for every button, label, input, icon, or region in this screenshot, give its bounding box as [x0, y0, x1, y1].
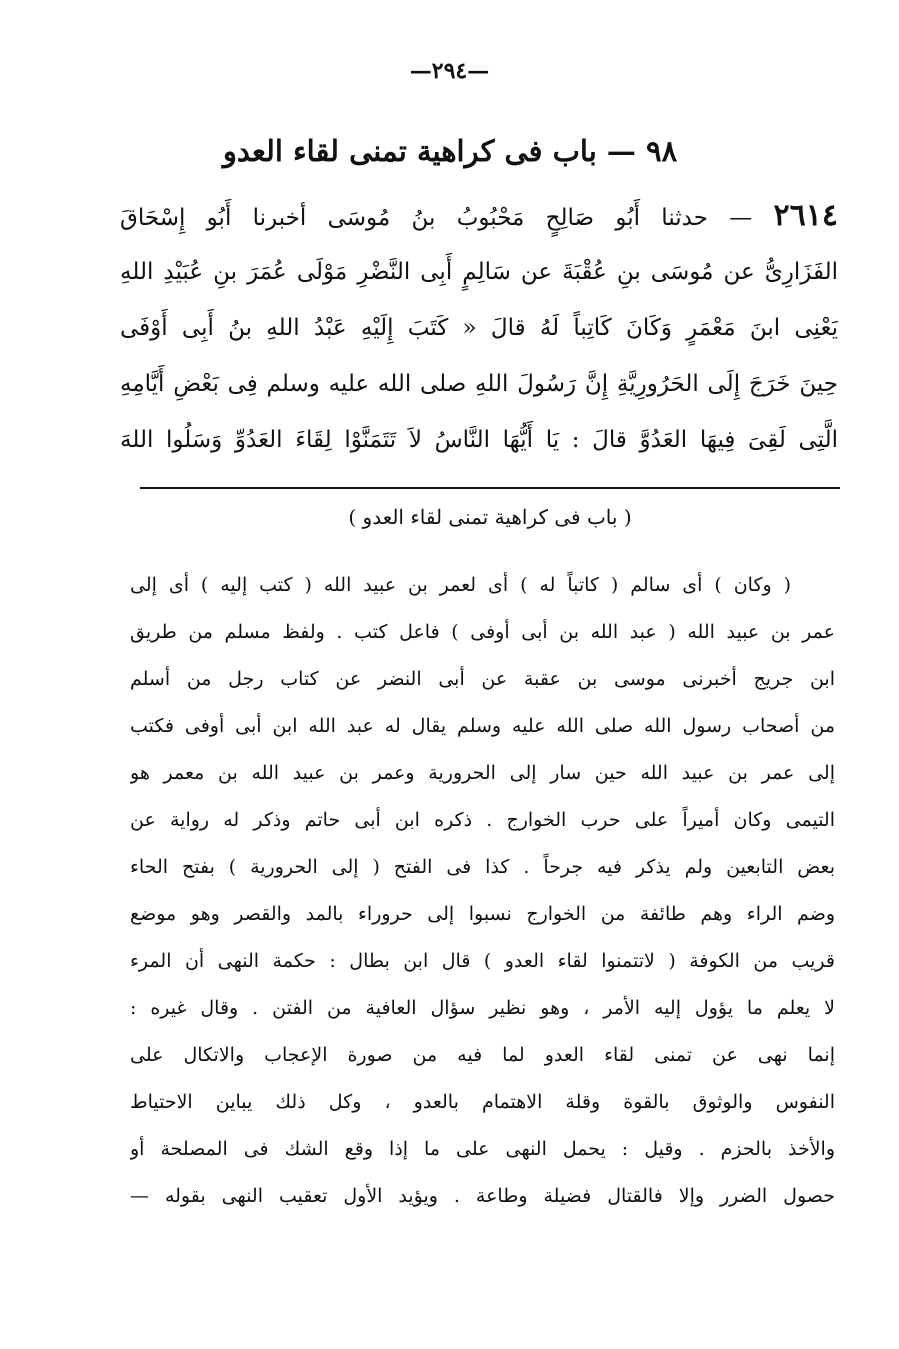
hadith-line	[120, 188, 838, 244]
commentary-line: إلى عمر بن عبيد الله حين سار إلى الحرورية وعمر بن عبيد الله بن معمر هو	[130, 762, 835, 784]
commentary-text	[130, 562, 835, 1220]
commentary-line: لا يعلم ما يؤول إليه الأمر ، وهو نظير سؤال العافية من الفتن . وقال غيره :	[130, 997, 835, 1019]
commentary-line: النفوس والوثوق بالقوة وقلة الاهتمام بالعدو ، وكل ذلك يباين الاحتياط	[130, 1091, 835, 1113]
commentary-line: والأخذ بالحزم . وقيل : يحمل النهى على ما إذا وقع الشك فى المصلحة أو	[130, 1138, 835, 1160]
commentary-line: عمر بن عبيد الله ( عبد الله بن أبى أوفى ) فاعل كتب . ولفظ مسلم من طريق	[130, 621, 835, 643]
hadith-line: حِينَ خَرَجَ إِلَى الحَرُورِيَّةِ إِنَّ رَسُولَ اللهِ صلى الله عليه وسلم فِى بَعْضِ أَيَّامِهِ	[120, 371, 838, 397]
commentary-line: بعض التابعين ولم يذكر فيه جرحاً . كذا فى الفتح ( إلى الحرورية ) بفتح الحاء	[130, 856, 835, 878]
commentary-line: قريب من الكوفة ( لاتتمنوا لقاء العدو ) قال ابن بطال : حكمة النهى أن المرء	[130, 950, 835, 972]
commentary-line: إنما نهى عن تمنى لقاء العدو لما فيه من صورة الإعجاب والاتكال على	[130, 1044, 835, 1066]
hadith-number: ٢٦١٤	[773, 198, 838, 233]
divider-line	[140, 487, 840, 489]
page-number: —٢٩٤—	[409, 58, 490, 84]
commentary-line: ( وكان ) أى سالم ( كاتباً له ) أى لعمر بن عبيد الله ( كتب إليه ) أى إلى	[130, 574, 791, 596]
hadith-line: الَّتِى لَقِىَ فِيهَا العَدُوَّ قالَ : يَا أَيُّهَا النَّاسُ لاَ تَتَمَنَّوْا لِقَاءَ العَدُوِّ وَسَلُوا اللهَ	[120, 427, 838, 453]
commentary-line: من أصحاب رسول الله صلى الله عليه وسلم يقال له عبد الله ابن أبى أوفى فكتب	[130, 715, 835, 737]
hadith-line: يَعْنِى ابنَ مَعْمَرٍ وَكَانَ كَاتِباً لَهُ قالَ « كَتَبَ إِلَيْهِ عَبْدُ اللهِ بنُ أَبِى أَوْفَى	[120, 315, 838, 341]
hadith-line: الفَزَارِىُّ عن مُوسَى بنِ عُقْبَةَ عن سَالِمٍ أَبِى النَّضْرِ مَوْلَى عُمَرَ بنِ عُبَيْدِ اللهِ	[120, 259, 838, 285]
commentary-line: حصول الضرر وإلا فالقتال فضيلة وطاعة . ويؤيد الأول تعقيب النهى بقوله —	[130, 1185, 835, 1207]
hadith-line-text: — حدثنا أَبُو صَالِحٍ مَحْبُوبُ بنُ مُوسَى أخبرنا أَبُو إِسْحَاقَ	[120, 205, 753, 231]
commentary-line: التيمى وكان أميراً على حرب الخوارج . ذكره ابن أبى حاتم وذكر له رواية عن	[130, 809, 835, 831]
commentary-line: ابن جريج أخبرنى موسى بن عقبة عن أبى النضر عن كتاب رجل من أسلم	[130, 668, 835, 690]
chapter-title: ٩٨ — باب فى كراهية تمنى لقاء العدو	[222, 134, 678, 168]
hadith-text	[120, 188, 838, 468]
commentary-heading: ( باب فى كراهية تمنى لقاء العدو )	[348, 505, 632, 529]
commentary-line: وضم الراء وهم طائفة من الخوارج نسبوا إلى حروراء بالمد والقصر وهو موضع	[130, 903, 835, 925]
